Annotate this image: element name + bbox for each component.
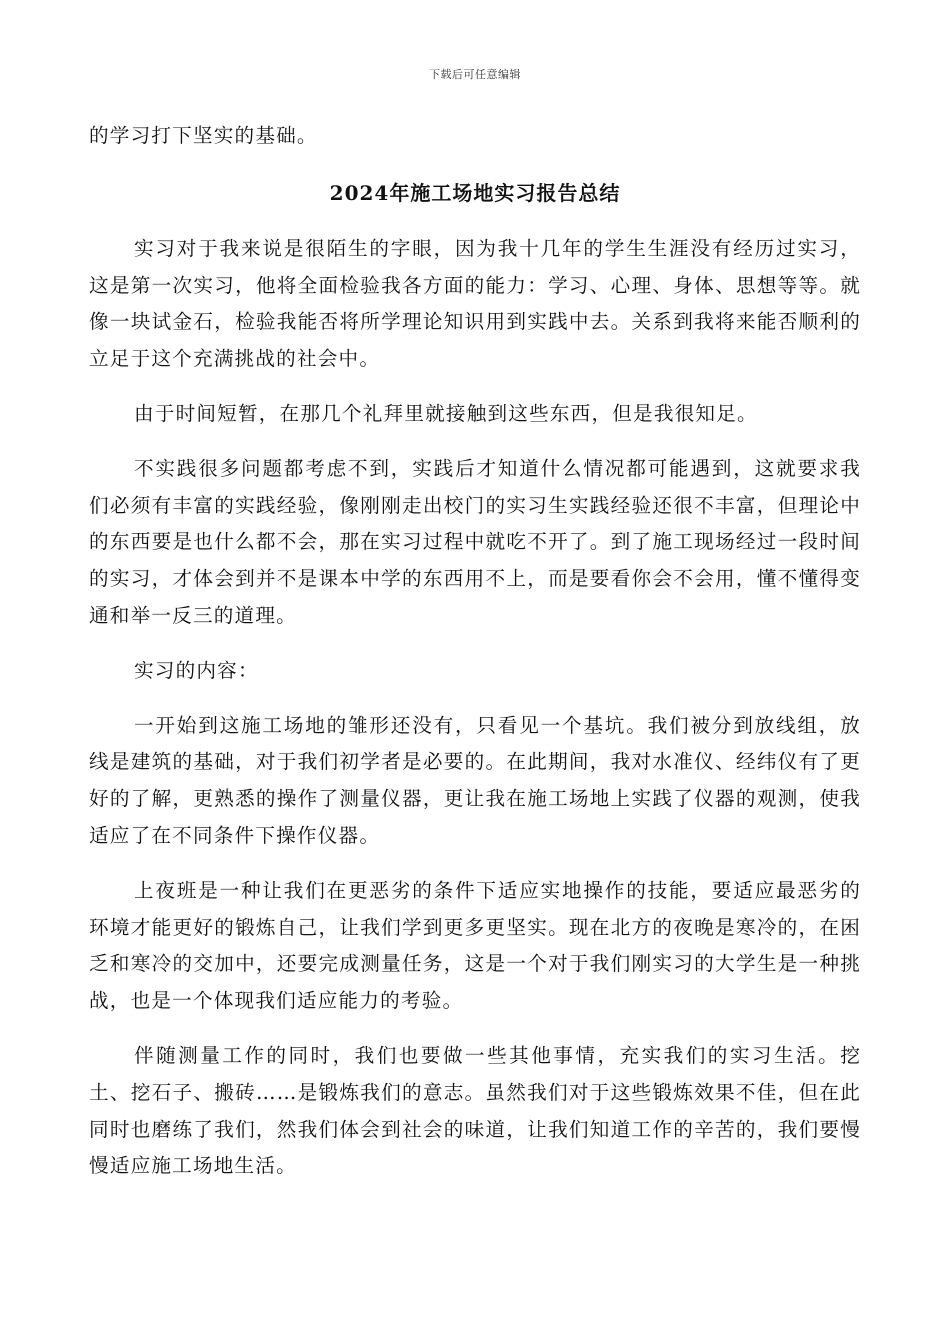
paragraph-6: 上夜班是一种让我们在更恶劣的条件下适应实地操作的技能，要适应最恶劣的环境才能更好的锻炼自己，让我们学到更多更坚实。现在北方的夜晚是寒冷的，在困乏和寒冷的交加中，还要完成测量任务，这是一个对于我们刚实习的大学生是一种挑战，也是一个体现我们适应能力的考验。 [89,878,861,1013]
paragraph-1: 实习对于我来说是很陌生的字眼，因为我十几年的学生生涯没有经历过实习，这是第一次实习，他将全面检验我各方面的能力：学习、心理、身体、思想等等。就像一块试金石，检验我能否将所学理论知识用到实践中去。关系到我将来能否顺利的立足于这个充满挑战的社会中。 [89,236,861,371]
document-title: 2024年施工场地实习报告总结 [329,180,621,205]
document-body [89,118,861,1185]
paragraph-3: 不实践很多问题都考虑不到，实践后才知道什么情况都可能遇到，这就要求我们必须有丰富的实践经验，像刚刚走出校门的实习生实践经验还很不丰富，但理论中的东西要是也什么都不会，那在实习过程中就吃不开了。到了施工现场经过一段时间的实习，才体会到并不是课本中学的东西用不上，而是要看你会不会用，懂不懂得变通和举一反三的道理。 [89,456,861,627]
paragraph-2: 由于时间短暂，在那几个礼拜里就接触到这些东西，但是我很知足。 [134,401,758,425]
paragraph-7: 伴随测量工作的同时，我们也要做一些其他事情，充实我们的实习生活。挖土、挖石子、搬砖……是锻炼我们的意志。虽然我们对于这些锻炼效果不佳，但在此同时也磨练了我们，然我们体会到社会的味道，让我们知道工作的辛苦的，我们要慢慢适应施工场地生活。 [89,1043,861,1178]
paragraph-5: 一开始到这施工场地的雏形还没有，只看见一个基坑。我们被分到放线组，放线是建筑的基础，对于我们初学者是必要的。在此期间，我对水准仪、经纬仪有了更好的了解，更熟悉的操作了测量仪器，更让我在施工场地上实践了仪器的观测，使我适应了在不同条件下操作仪器。 [89,713,861,847]
page-header-note: 下载后可任意编辑 [429,68,521,81]
paragraph-4: 实习的内容： [134,658,259,682]
lead-line: 的学习打下坚实的基础。 [89,124,318,147]
